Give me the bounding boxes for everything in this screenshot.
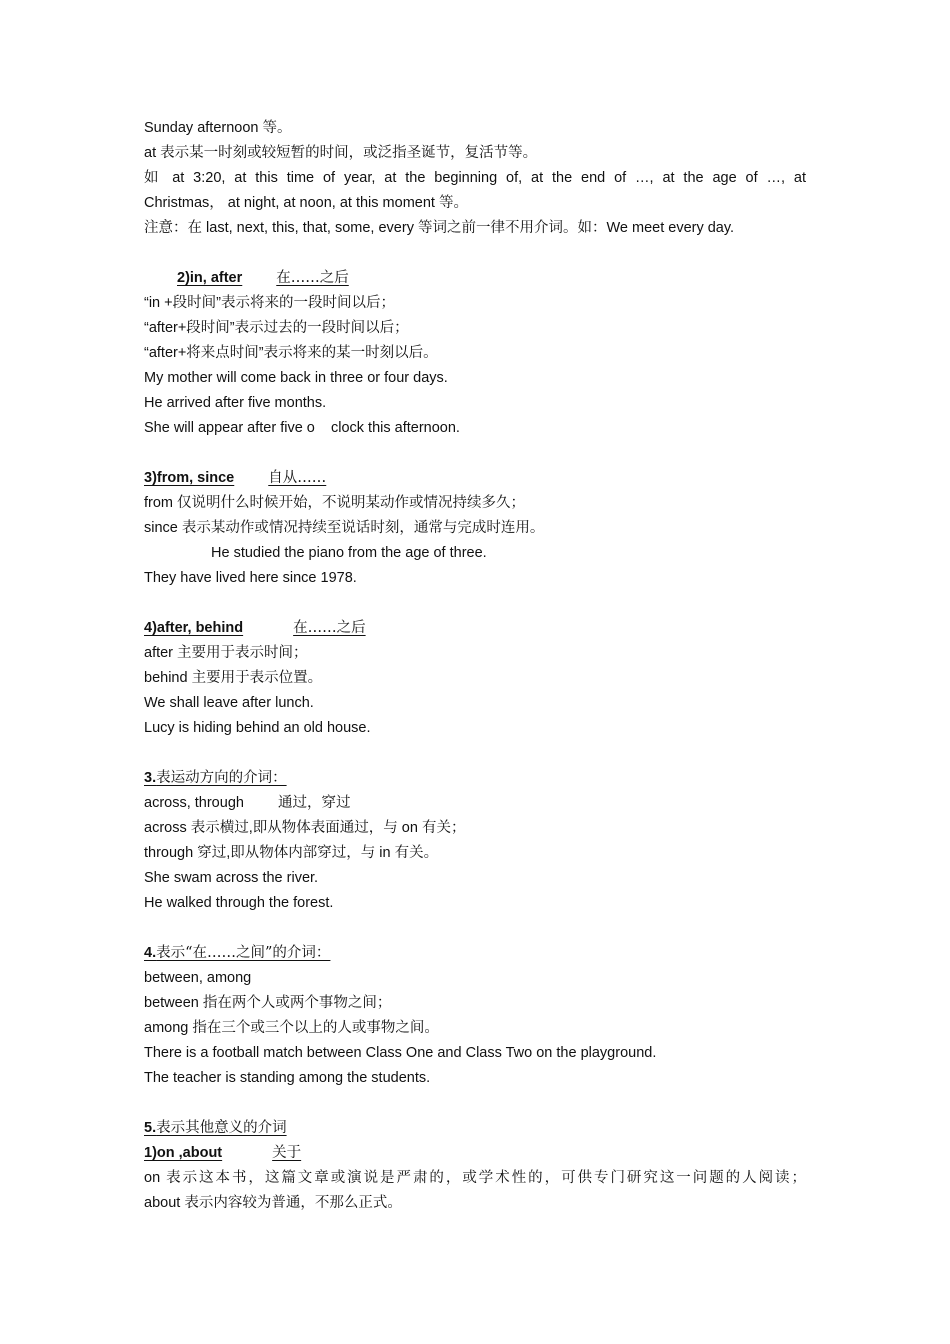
part-title: 表示其他意义的介词: [156, 1120, 287, 1136]
text-line: about 表示内容较为普通，不那么正式。: [144, 1195, 402, 1211]
text-line: across 表示横过,即从物体表面通过，与 on 有关；: [144, 820, 466, 836]
example-line: He studied the piano from the age of three.: [211, 545, 487, 561]
text-line: between, among: [144, 970, 252, 986]
heading-cn: 在……之后: [293, 620, 366, 636]
sub-heading-cn: 关于: [272, 1145, 302, 1161]
part-title: 表运动方向的介词：: [156, 770, 287, 786]
example-line: My mother will come back in three or four days.: [144, 370, 448, 386]
example-line: Lucy is hiding behind an old house.: [144, 720, 371, 736]
example-line: She will appear after five o clock this afternoon.: [144, 420, 460, 436]
text-line: 注意：在 last, next, this, that, some, every 等词之前一律不用介词。如：We meet every day.: [144, 220, 735, 236]
heading-cn: 在……之后: [276, 270, 349, 286]
part-number: 4.: [144, 945, 157, 961]
text-line: after 主要用于表示时间；: [144, 645, 308, 661]
example-line: He walked through the forest.: [144, 895, 334, 911]
part-heading: [144, 941, 338, 966]
part-title: 表示“在……之间”的介词：: [156, 945, 331, 961]
text-line: 如 at 3:20, at this time of year, at the beginning of, at the end of …, at the age of …, at: [144, 170, 806, 186]
part-heading: [144, 766, 297, 791]
section-heading: [144, 466, 326, 491]
text-line: Sunday afternoon 等。: [144, 120, 292, 136]
text-line: Christmas， at night, at noon, at this moment 等。: [144, 195, 468, 211]
text-line: among 指在三个或三个以上的人或事物之间。: [144, 1020, 439, 1036]
text-line: “in +段时间”表示将来的一段时间以后；: [144, 295, 395, 311]
part-number: 5.: [144, 1120, 157, 1136]
text-line: at 表示某一时刻或较短暂的时间，或泛指圣诞节，复活节等。: [144, 145, 538, 161]
heading-label: 4)after, behind: [144, 620, 244, 636]
sub-heading-cn: 通过，穿过: [277, 795, 351, 811]
heading-label: 3)from, since: [144, 470, 235, 486]
example-line: The teacher is standing among the students.: [144, 1070, 431, 1086]
part-number: 3.: [144, 770, 157, 786]
example-line: They have lived here since 1978.: [144, 570, 357, 586]
heading-cn: 自从……: [268, 470, 327, 486]
heading-label: 2)in, after: [177, 270, 243, 286]
example-line: There is a football match between Class One and Class Two on the playground.: [144, 1045, 657, 1061]
text-line: on 表示这本书，这篇文章或演说是严肃的，或学术性的，可供专门研究这一问题的人阅读；: [144, 1170, 806, 1186]
text-line: “after+段时间”表示过去的一段时间以后；: [144, 320, 409, 336]
sub-heading: [144, 791, 350, 816]
part-heading: [144, 1116, 287, 1141]
sub-heading-label: 1)on ,about: [144, 1145, 223, 1161]
text-line: between 指在两个人或两个事物之间；: [144, 995, 392, 1011]
example-line: We shall leave after lunch.: [144, 695, 314, 711]
section-heading: [144, 266, 349, 291]
text-line: through 穿过,即从物体内部穿过，与 in 有关。: [144, 845, 439, 861]
text-line: behind 主要用于表示位置。: [144, 670, 323, 686]
example-line: He arrived after five months.: [144, 395, 327, 411]
sub-heading: [144, 1141, 301, 1166]
text-line: “after+将来点时间”表示将来的某一时刻以后。: [144, 345, 438, 361]
sub-heading-label: across, through: [144, 795, 244, 811]
text-line: since 表示某动作或情况持续至说话时刻，通常与完成时连用。: [144, 520, 545, 536]
text-line: from 仅说明什么时候开始，不说明某动作或情况持续多久；: [144, 495, 526, 511]
section-heading: [144, 616, 370, 641]
example-line: She swam across the river.: [144, 870, 319, 886]
